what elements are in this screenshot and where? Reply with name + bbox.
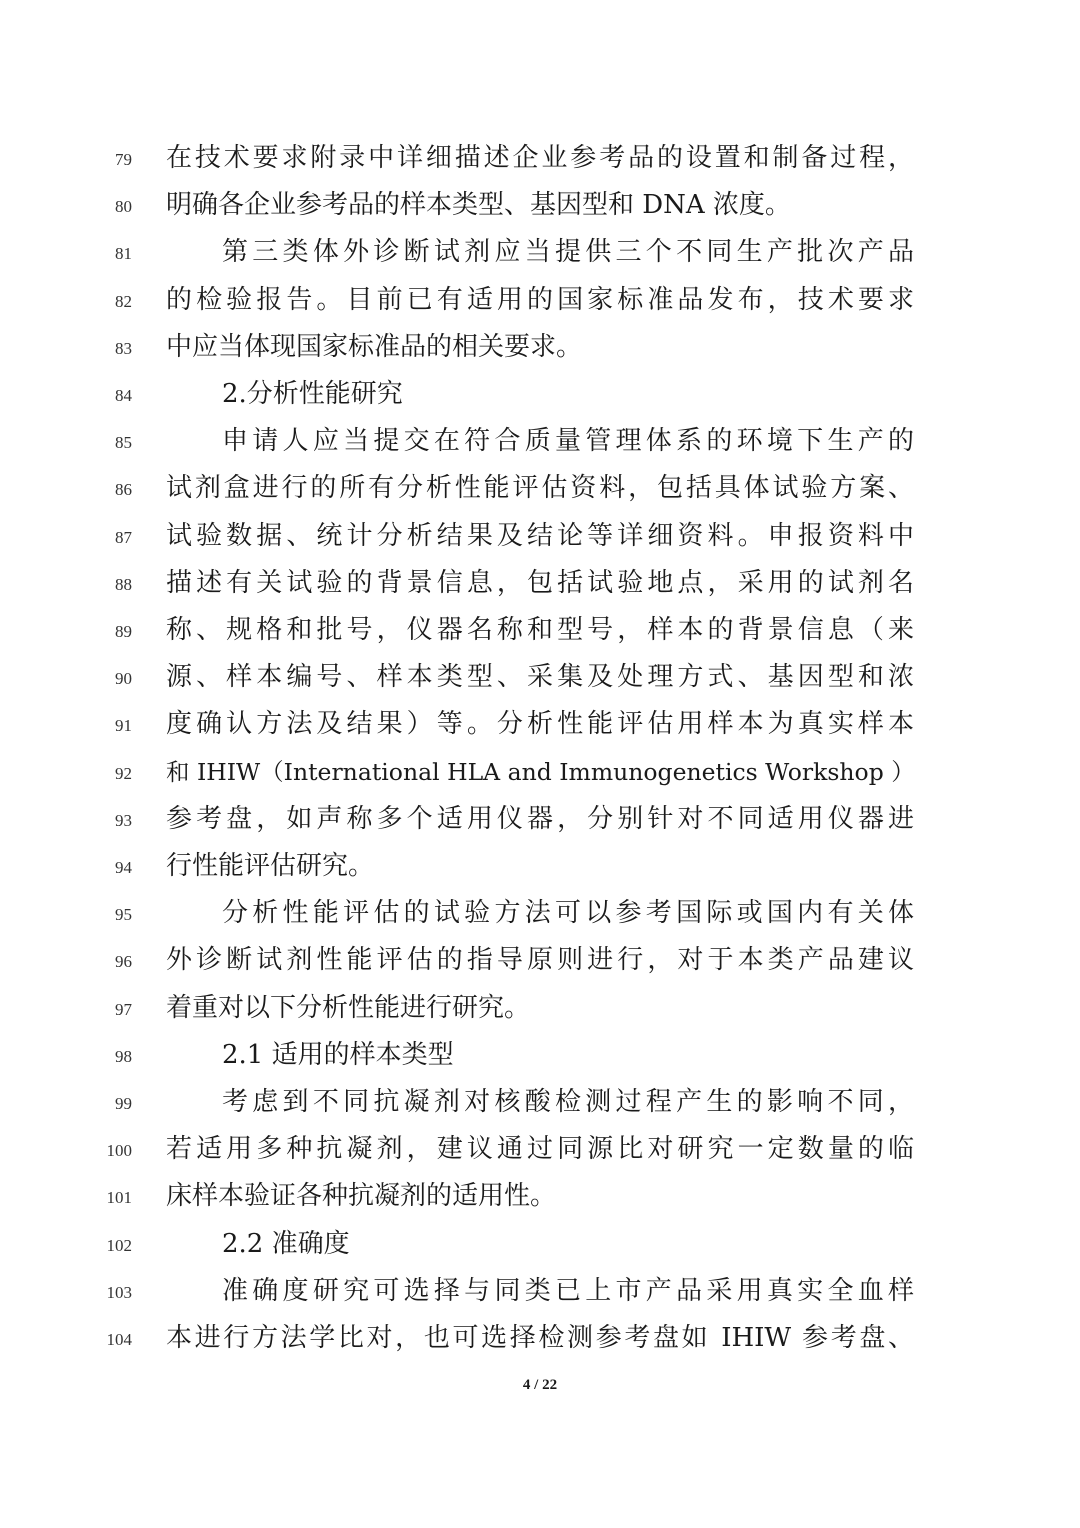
text-line	[0, 1129, 1080, 1176]
text-line	[0, 1035, 1080, 1082]
line-text: 和 IHIW（International HLA and Immunogenetics Workshop ）	[166, 757, 915, 786]
text-line	[0, 280, 1080, 327]
line-text: 试验数据、统计分析结果及结论等详细资料。申报资料中	[166, 520, 914, 551]
line-number: 92	[115, 763, 132, 783]
line-text: 称、规格和批号，仪器名称和型号，样本的背景信息（来	[166, 615, 914, 645]
text-line	[0, 799, 1080, 846]
text-line	[0, 657, 1080, 704]
text-line	[0, 327, 1080, 374]
line-text: 参考盘，如声称多个适用仪器，分别针对不同适用仪器进	[166, 803, 914, 834]
text-line	[0, 421, 1080, 468]
text-line	[0, 232, 1080, 279]
line-text: 分析性能评估的试验方法可以参考国际或国内有关体	[222, 898, 914, 929]
text-line	[0, 752, 1080, 799]
text-line	[0, 138, 1080, 185]
line-number: 88	[115, 574, 132, 594]
text-line	[0, 1082, 1080, 1129]
text-line	[0, 1318, 1080, 1365]
line-text: 本进行方法学比对，也可选择检测参考盘如 IHIW 参考盘、	[166, 1323, 914, 1353]
line-text: 的检验报告。目前已有适用的国家标准品发布，技术要求	[166, 284, 914, 315]
line-number: 101	[106, 1188, 132, 1208]
line-number: 93	[115, 810, 132, 830]
line-text: 2.分析性能研究	[222, 379, 403, 409]
text-line	[0, 374, 1080, 421]
line-number: 102	[106, 1235, 132, 1255]
line-number: 85	[115, 433, 132, 453]
text-line	[0, 1271, 1080, 1318]
text-line	[0, 516, 1080, 563]
line-text: 行性能评估研究。	[166, 851, 375, 881]
page-number: 4 / 22	[522, 1377, 558, 1393]
text-line	[0, 563, 1080, 610]
line-text: 2.1 适用的样本类型	[222, 1039, 454, 1070]
text-line	[0, 468, 1080, 515]
text-line	[0, 846, 1080, 893]
line-number: 84	[115, 386, 132, 405]
line-text: 准确度研究可选择与同类已上市产品采用真实全血样	[222, 1275, 914, 1306]
line-number: 81	[115, 244, 132, 264]
line-text: 2.2 准确度	[222, 1228, 350, 1259]
line-text: 若适用多种抗凝剂，建议通过同源比对研究一定数量的临	[166, 1134, 914, 1165]
text-line	[0, 940, 1080, 987]
text-line	[0, 988, 1080, 1035]
line-text: 源、样本编号、样本类型、采集及处理方式、基因型和浓	[166, 662, 914, 693]
line-number: 103	[106, 1282, 132, 1302]
line-number: 83	[115, 338, 132, 358]
line-text: 床样本验证各种抗凝剂的适用性。	[166, 1181, 557, 1212]
line-text: 申请人应当提交在符合质量管理体系的环境下生产的	[222, 426, 914, 457]
line-number: 99	[115, 1094, 132, 1113]
text-line	[0, 1176, 1080, 1223]
line-number: 89	[115, 622, 132, 641]
line-number: 96	[115, 952, 132, 972]
text-line	[0, 704, 1080, 751]
line-number: 104	[106, 1330, 132, 1349]
line-text: 外诊断试剂性能评估的指导原则进行，对于本类产品建议	[166, 945, 914, 976]
line-number: 94	[115, 858, 132, 877]
line-number: 91	[115, 716, 132, 736]
line-text: 在技术要求附录中详细描述企业参考品的设置和制备过程，	[166, 143, 914, 173]
line-number: 80	[115, 197, 132, 217]
line-text: 度确认方法及结果）等。分析性能评估用样本为真实样本	[166, 709, 914, 740]
text-line	[0, 1224, 1080, 1271]
line-text: 描述有关试验的背景信息，包括试验地点，采用的试剂名	[166, 567, 914, 598]
line-text: 考虑到不同抗凝剂对核酸检测过程产生的影响不同，	[222, 1087, 914, 1117]
line-text: 明确各企业参考品的样本类型、基因型和 DNA 浓度。	[166, 190, 791, 221]
line-number: 86	[115, 480, 132, 500]
text-line	[0, 185, 1080, 232]
line-text: 中应当体现国家标准品的相关要求。	[166, 331, 583, 362]
line-number: 98	[115, 1046, 132, 1066]
line-text: 第三类体外诊断试剂应当提供三个不同生产批次产品	[222, 237, 914, 268]
line-number: 79	[115, 150, 132, 169]
line-number: 95	[115, 905, 132, 925]
text-line	[0, 893, 1080, 940]
line-number: 82	[115, 291, 132, 311]
line-number: 87	[115, 527, 132, 547]
line-number: 100	[106, 1141, 132, 1161]
text-line	[0, 610, 1080, 657]
line-text: 着重对以下分析性能进行研究。	[166, 992, 531, 1023]
line-text: 试剂盒进行的所有分析性能评估资料，包括具体试验方案、	[166, 473, 914, 504]
line-number: 90	[115, 669, 132, 689]
line-number: 97	[115, 999, 132, 1019]
